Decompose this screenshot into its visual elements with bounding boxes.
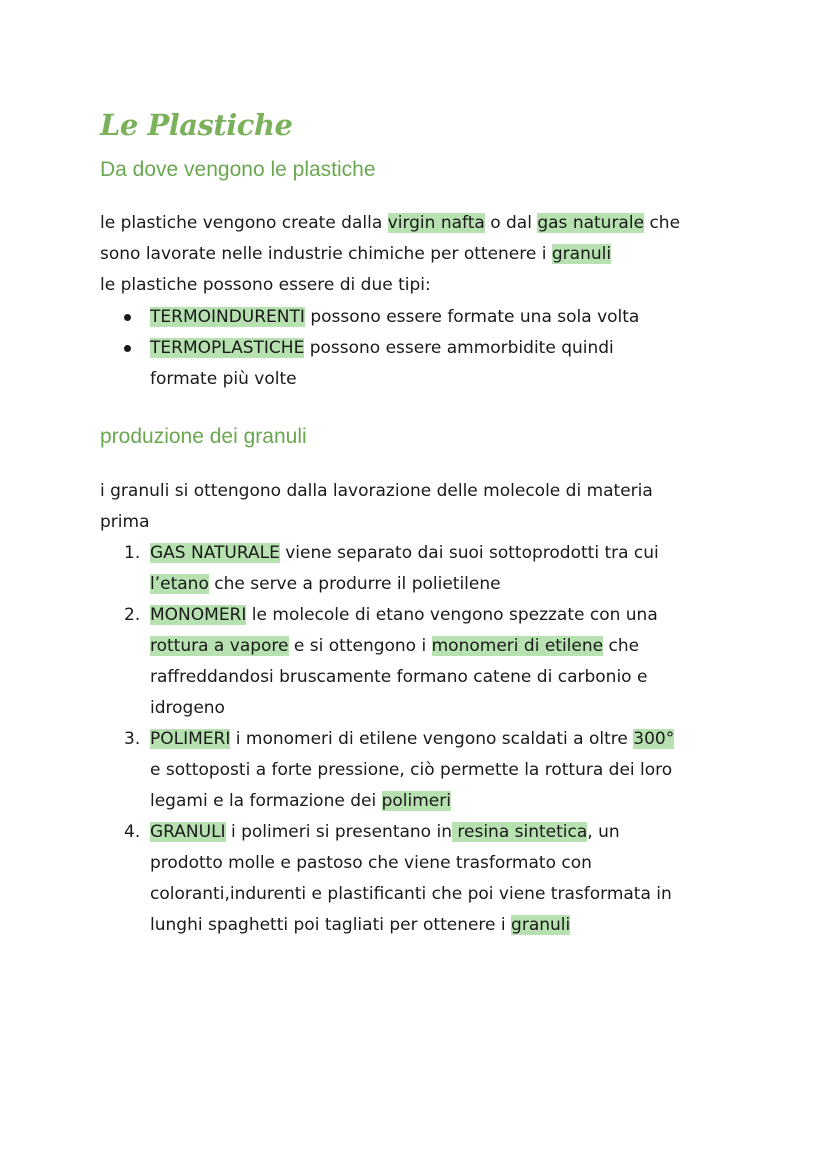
text-run: coloranti,indurenti e plastificanti che poi viene trasformata in [150,884,672,904]
highlight-term: TERMOINDURENTI [150,307,305,327]
text-run: lunghi spaghetti poi tagliati per ottenere i [150,915,512,935]
highlight-virgin-nafta: virgin nafta [387,213,485,233]
text-run: che serve a produrre il polietilene [208,574,501,594]
page-title: Le Plastiche [100,108,293,142]
highlight-term: GRANULI [150,822,226,842]
list-line [150,302,639,333]
text-run: idrogeno [150,698,225,718]
step-item [100,817,674,941]
text-run: e si ottengono i [288,636,432,656]
production-steps-list [100,538,674,941]
list-line [150,333,639,364]
highlight-granuli: granuli [551,244,612,264]
production-intro [100,476,740,538]
section-heading-origin: Da dove vengono le plastiche [100,158,376,181]
highlight-gas-naturale: gas naturale [537,213,645,233]
highlight-term: TERMOPLASTICHE [150,338,305,358]
bullet-dot-icon [124,345,131,352]
plastic-types-list [100,302,639,395]
text-run: possono essere formate una sola volta [304,307,640,327]
highlight-term: resina sintetica [451,822,588,842]
highlight-term: MONOMERI [150,605,247,625]
text-run: possono essere ammorbidite quindi [304,338,614,358]
step-line [150,600,674,631]
highlight-term: granuli [511,915,571,935]
text-run: prodotto molle e pastoso che viene trasformato con [150,853,592,873]
intro-line: i granuli si ottengono dalla lavorazione delle molecole di materia [100,481,653,501]
bullet-dot-icon [124,314,131,321]
text-run: viene separato dai suoi sottoprodotti tra cui [279,543,659,563]
intro-line: le plastiche possono essere di due tipi: [100,275,431,295]
text-run: e sottoposti a forte pressione, ciò permette la rottura dei loro [150,760,673,780]
step-line [150,786,674,817]
step-line [150,693,674,724]
step-line [150,724,674,755]
list-line: formate più volte [150,369,297,389]
highlight-term: l’etano [150,574,209,594]
step-line [150,848,674,879]
text-run: sono lavorate nelle industrie chimiche per ottenere i [100,244,552,264]
list-item [100,302,639,333]
intro-paragraph [100,208,740,301]
text-run: o dal [484,213,538,233]
text-run: i monomeri di etilene vengono scaldati a oltre [230,729,634,749]
step-item [100,538,674,600]
step-number: 2. [124,605,141,625]
text-run: raffreddandosi bruscamente formano catene di carbonio e [150,667,648,687]
intro-line [100,239,740,270]
list-item [100,333,639,395]
highlight-term: GAS NATURALE [150,543,280,563]
step-line [150,538,674,569]
step-line [150,817,674,848]
highlight-term: rottura a vapore [150,636,289,656]
text-run: che [603,636,640,656]
text-run: , un [587,822,620,842]
step-line [150,879,674,910]
section-heading-production: produzione dei granuli [100,425,307,448]
text-run: le plastiche vengono create dalla [100,213,388,233]
step-number: 1. [124,543,141,563]
highlight-term: 300° [633,729,675,749]
text-run: le molecole di etano vengono spezzate con una [246,605,658,625]
step-line [150,755,674,786]
highlight-term: POLIMERI [150,729,231,749]
step-item [100,724,674,817]
intro-line: prima [100,512,150,532]
text-run: i polimeri si presentano in [225,822,452,842]
step-line [150,910,674,941]
step-item [100,600,674,724]
step-line [150,662,674,693]
step-line [150,631,674,662]
step-number: 4. [124,822,141,842]
text-run: che [644,213,681,233]
highlight-term: monomeri di etilene [431,636,604,656]
step-line [150,569,674,600]
highlight-term: polimeri [381,791,451,811]
intro-line [100,208,740,239]
step-number: 3. [124,729,141,749]
text-run: legami e la formazione dei [150,791,382,811]
